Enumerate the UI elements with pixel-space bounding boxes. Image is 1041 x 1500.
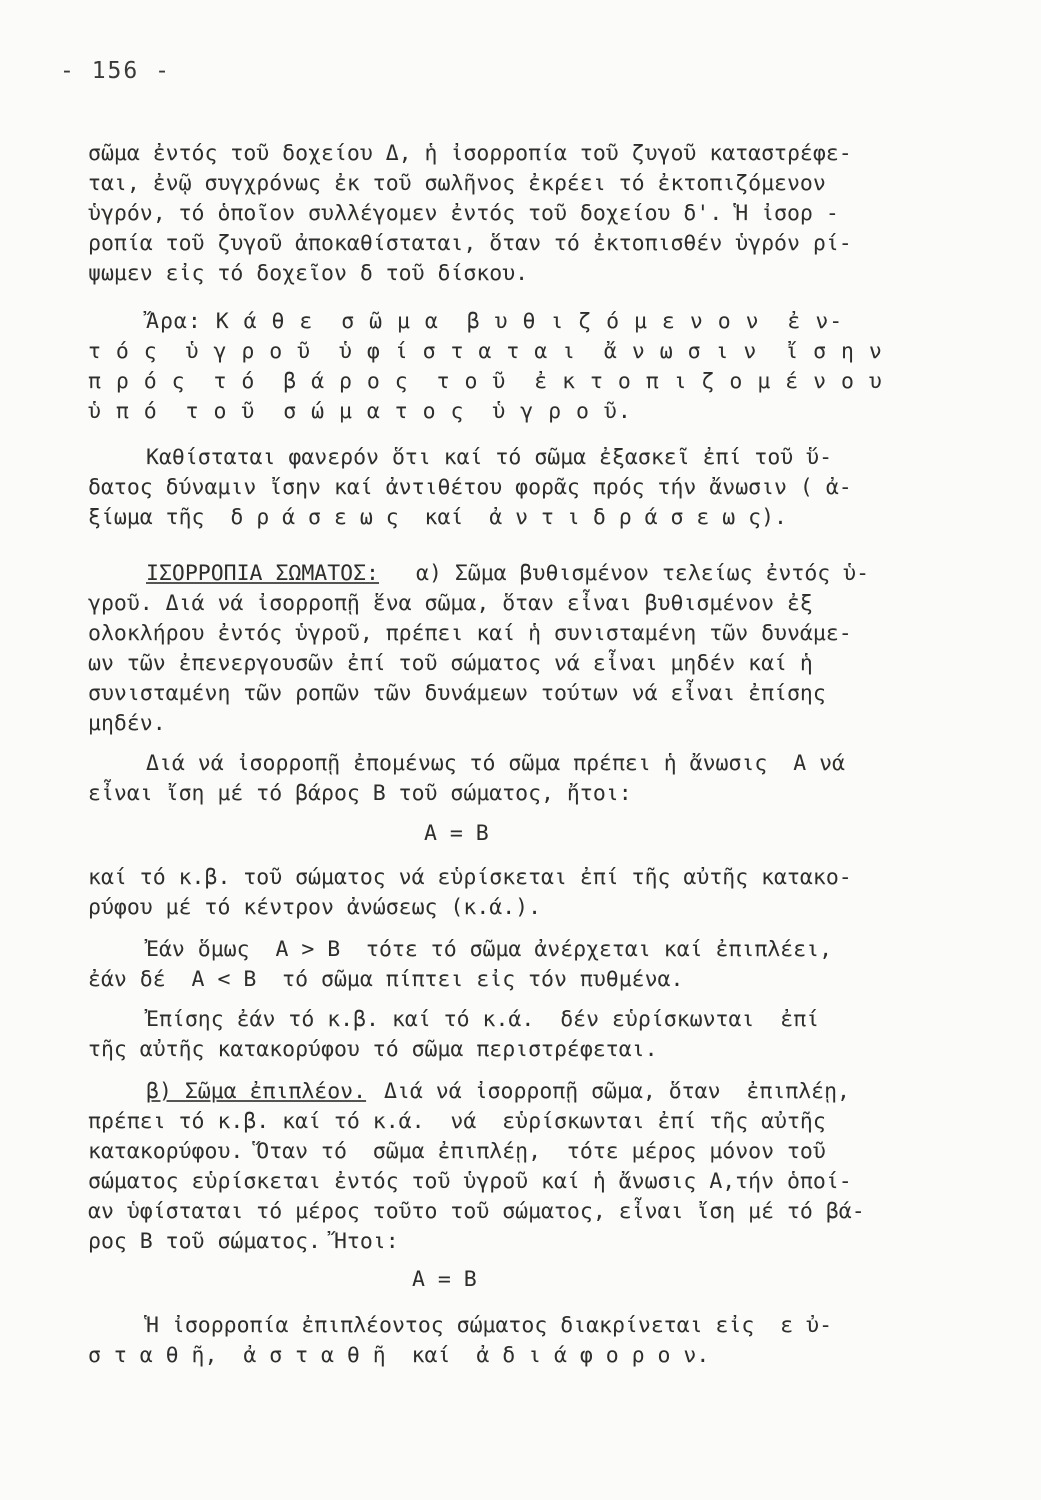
text-line: σῶμα ἐντός τοῦ δοχείου Δ, ἡ ἰσορροπία τοῦ ζυγοῦ καταστρέφε-	[88, 141, 852, 166]
text-line: σώματος εὑρίσκεται ἐντός τοῦ ὑγροῦ καί ἡ ἄνωσις Α,τήν ὁποί-	[88, 1169, 852, 1194]
text-line: ψωμεν εἰς τό δοχεῖον δ τοῦ δίσκου.	[88, 261, 529, 286]
text-line: Ἐπίσης ἐάν τό κ.β. καί τό κ.ά. δέν εὑρίσκωνται ἐπί	[146, 1007, 820, 1032]
section-heading: ΙΣΟΡΡΟΠΙΑ ΣΩΜΑΤΟΣ:	[146, 561, 379, 586]
text-line: ων τῶν ἐπενεργουσῶν ἐπί τοῦ σώματος νά εἶναι μηδέν καί ἡ	[88, 651, 813, 676]
text-line: τ ό ς ὑ γ ρ ο ῦ ὑ φ ί σ τ α τ α ι ἄ ν ω σ ι ν ἴ σ η ν	[88, 339, 883, 364]
text-line: Διά νά ἰσορροπῇ ἐπομένως τό σῶμα πρέπει ἡ ἄνωσις Α νά	[146, 751, 845, 776]
text-line: αν ὑφίσταται τό μέρος τοῦτο τοῦ σώματος, εἶναι ἴση μέ τό βά-	[88, 1199, 865, 1224]
text-line: π ρ ό ς τ ό β ά ρ ο ς τ ο ῦ ἐ κ τ ο π ι ζ ο μ έ ν ο υ	[88, 369, 883, 394]
equation: Α = Β	[424, 821, 489, 846]
text-line: ὑγρόν, τό ὁποῖον συλλέγομεν ἐντός τοῦ δοχείου δ'. Ἡ ἰσορ -	[88, 201, 839, 226]
text-line: Ἡ ἰσορροπία ἐπιπλέοντος σώματος διακρίνεται εἰς ε ὐ-	[146, 1313, 833, 1338]
text-line: εἶναι ἴση μέ τό βάρος Β τοῦ σώματος, ἤτοι:	[88, 781, 632, 806]
text-line: Καθίσταται φανερόν ὅτι καί τό σῶμα ἐξασκεῖ ἐπί τοῦ ὕ-	[146, 445, 833, 470]
text-line: ροπία τοῦ ζυγοῦ ἀποκαθίσταται, ὅταν τό ἐκτοπισθέν ὑγρόν ρί-	[88, 231, 852, 256]
text-line: ρος Β τοῦ σώματος. Ἤτοι:	[88, 1229, 399, 1254]
text-line: σ τ α θ ῆ, ἀ σ τ α θ ῆ καί ἀ δ ι ά φ ο ρ ο ν.	[88, 1343, 710, 1368]
text-line: συνισταμένη τῶν ροπῶν τῶν δυνάμεων τούτων νά εἶναι ἐπίσης	[88, 681, 826, 706]
text-line: Διά νά ἰσορροπῇ σῶμα, ὅταν ἐπιπλέῃ,	[384, 1079, 850, 1104]
text-line: ολοκλήρου ἐντός ὑγροῦ, πρέπει καί ἡ συνισταμένη τῶν δυνάμε-	[88, 621, 852, 646]
text-line: ξίωμα τῆς δ ρ ά σ ε ω ς καί ἀ ν τ ι δ ρ ά σ ε ω ς).	[88, 505, 787, 530]
text-line: ται, ἐνῷ συγχρόνως ἐκ τοῦ σωλῆνος ἐκρέει τό ἐκτοπιζόμενον	[88, 171, 826, 196]
text-line: δατος δύναμιν ἴσην καί ἀντιθέτου φορᾶς πρός τήν ἄνωσιν ( ἀ-	[88, 475, 852, 500]
subsection-a-title: α) Σῶμα βυθισμένον τελείως ἐντός ὑ-	[416, 561, 870, 586]
text-line: ἐάν δέ Α < Β τό σῶμα πίπτει εἰς τόν πυθμένα.	[88, 967, 684, 992]
equation: Α = Β	[412, 1267, 477, 1292]
text-line: Ἄρα: Κ ά θ ε σ ῶ μ α β υ θ ι ζ ό μ ε ν ο ν ἐ ν-	[146, 309, 844, 334]
text-line: πρέπει τό κ.β. καί τό κ.ά. νά εὑρίσκωνται ἐπί τῆς αὐτῆς	[88, 1109, 826, 1134]
text-line: ὑ π ό τ ο ῦ σ ώ μ α τ ο ς ὑ γ ρ ο ῦ.	[88, 399, 632, 424]
subsection-b-title: β) Σῶμα ἐπιπλέον.	[146, 1079, 367, 1104]
text-line: καί τό κ.β. τοῦ σώματος νά εὑρίσκεται ἐπί τῆς αὐτῆς κατακο-	[88, 865, 852, 890]
page-number: - 156 -	[60, 58, 171, 84]
text-line: μηδέν.	[88, 711, 166, 736]
text-line: ρύφου μέ τό κέντρον ἀνώσεως (κ.ά.).	[88, 895, 542, 920]
text-line: Ἐάν ὅμως Α > Β τότε τό σῶμα ἀνέρχεται καί ἐπιπλέει,	[146, 937, 833, 962]
text-line: γροῦ. Διά νά ἰσορροπῇ ἕνα σῶμα, ὅταν εἶναι βυθισμένον ἐξ	[88, 591, 813, 616]
text-line: κατακορύφου. Ὅταν τό σῶμα ἐπιπλέῃ, τότε μέρος μόνον τοῦ	[88, 1139, 826, 1164]
text-line: τῆς αὐτῆς κατακορύφου τό σῶμα περιστρέφεται.	[88, 1037, 658, 1062]
